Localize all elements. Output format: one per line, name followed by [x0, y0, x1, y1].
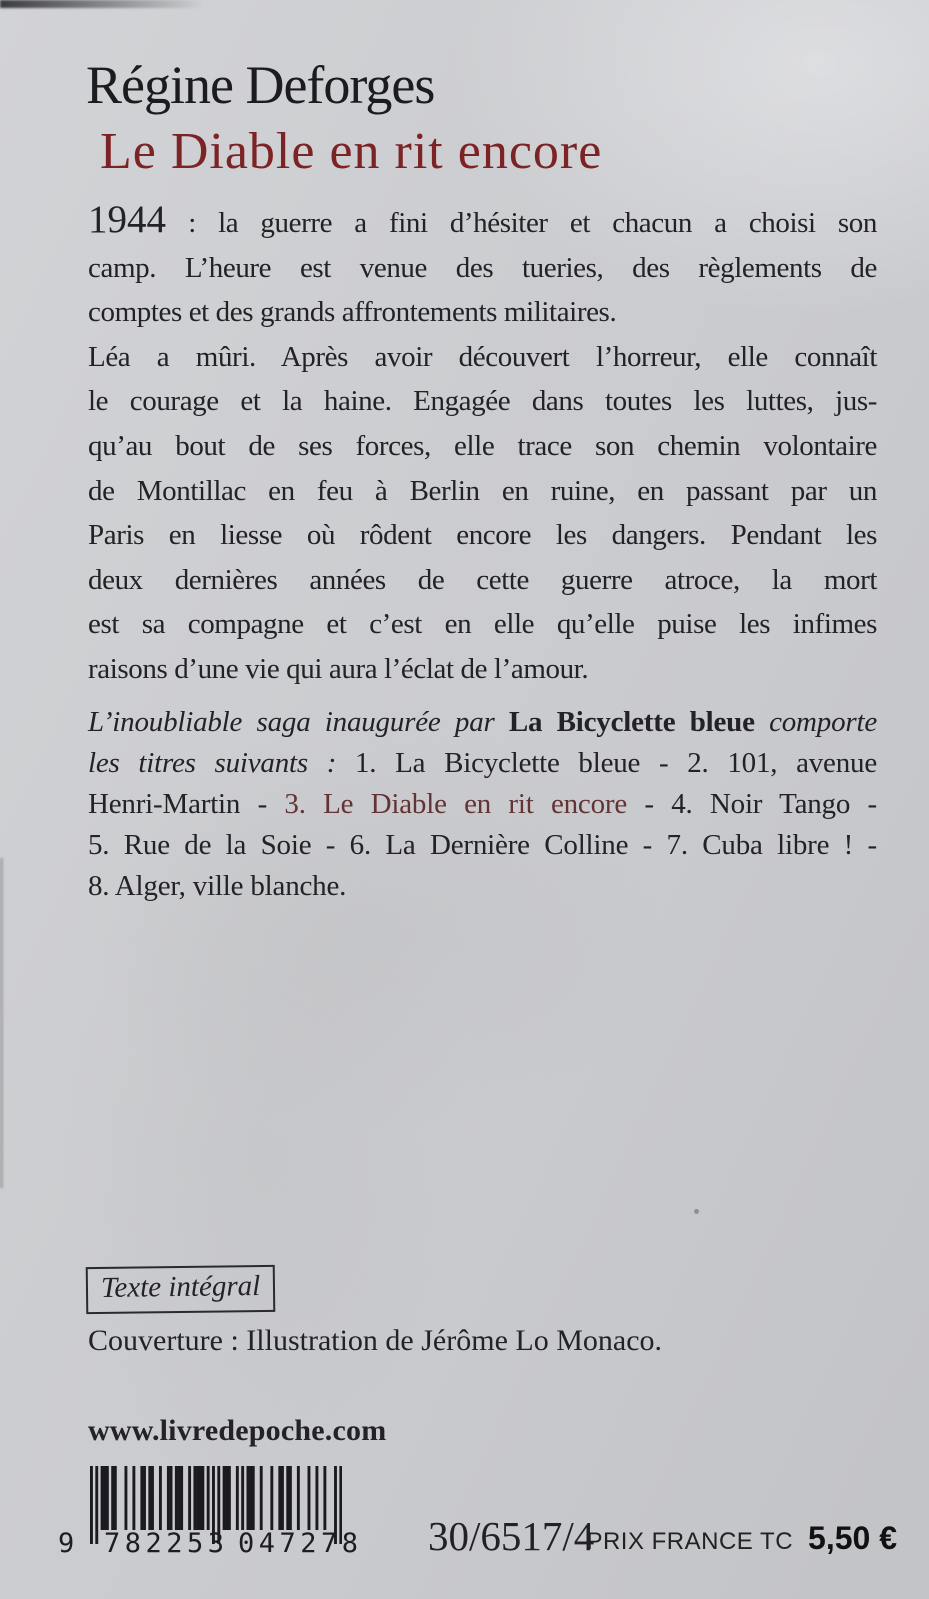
ean-right-digits: 047278	[238, 1528, 363, 1559]
text-line: 1944 : la guerre a fini d’hésiter et chacun a choisi son	[88, 198, 877, 241]
saga-series-note	[88, 702, 877, 907]
texte-integral-stamp: Texte intégral	[86, 1265, 276, 1314]
price-label: PRIX FRANCE TC	[586, 1528, 794, 1555]
text-line: qu’au bout de ses forces, elle trace son chemin volontaire	[88, 429, 877, 462]
paper-speck	[694, 1209, 699, 1214]
text-line: le courage et la haine. Engagée dans toutes les luttes, jus-	[88, 385, 877, 418]
text-line: est sa compagne et c’est en elle qu’elle puise les infimes	[88, 608, 877, 641]
text-line: les titres suivants : 1. La Bicyclette bleue - 2. 101, avenue	[88, 747, 877, 779]
scan-edge-shadow-left	[0, 858, 3, 1188]
author-name: Régine Deforges	[86, 55, 435, 115]
text-line: Henri-Martin - 3. Le Diable en rit encore - 4. Noir Tango -	[88, 788, 877, 820]
text-line: comptes et des grands affrontements militaires.	[88, 296, 617, 329]
cover-credit: Couverture : Illustration de Jérôme Lo Monaco.	[88, 1324, 663, 1357]
text-line: Léa a mûri. Après avoir découvert l’horreur, elle connaît	[88, 340, 877, 373]
ean-first-digit: 9	[58, 1528, 75, 1559]
edition-code: 30/6517/4	[428, 1513, 595, 1559]
text-line: deux dernières années de cette guerre atroce, la mort	[88, 563, 877, 596]
price-value: 5,50 €	[808, 1520, 897, 1556]
book-title: Le Diable en rit encore	[100, 123, 603, 180]
synopsis-text	[88, 198, 877, 692]
text-line: raisons d’une vie qui aura l’éclat de l’amour.	[88, 652, 589, 685]
ean-left-digits: 782253	[104, 1528, 229, 1559]
text-line: Paris en liesse où rôdent encore les dangers. Pendant les	[88, 519, 877, 552]
price-block	[586, 1520, 897, 1557]
text-line: de Montillac en feu à Berlin en ruine, en passant par un	[88, 474, 877, 507]
text-line: 5. Rue de la Soie - 6. La Dernière Colline - 7. Cuba libre ! -	[88, 829, 877, 861]
publisher-website: www.livredepoche.com	[88, 1414, 387, 1447]
scan-edge-shadow-top	[0, 0, 232, 8]
text-line: L’inoubliable saga inaugurée par La Bicyclette bleue comporte	[88, 706, 877, 738]
text-line: 8. Alger, ville blanche.	[88, 870, 347, 902]
text-line: camp. L’heure est venue des tueries, des règlements de	[88, 251, 877, 284]
